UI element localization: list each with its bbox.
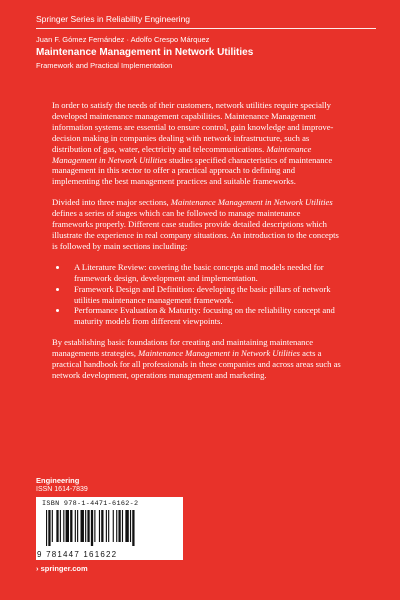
isbn-label: ISBN 978-1-4471-6162-2 xyxy=(42,500,139,508)
barcode-bar xyxy=(85,510,86,542)
paragraph-1-text-b: studies specified characteristics of maintenance management in this sector to offer a practical approach to defining and implementing the best management practices and suitable frameworks. xyxy=(52,154,333,187)
barcode-bar xyxy=(46,510,47,546)
ean-digits: 9 781447 161622 xyxy=(37,550,118,559)
book-title: Maintenance Management in Network Utilities xyxy=(36,47,254,58)
barcode-bar xyxy=(52,510,53,542)
paragraph-2-text-a: Divided into three major sections, xyxy=(52,197,171,208)
authors: Juan F. Gómez Fernández · Adolfo Crespo Márquez xyxy=(36,35,210,44)
footer xyxy=(36,476,236,573)
barcode-bar xyxy=(81,510,84,542)
category-label: Engineering xyxy=(36,476,80,485)
list-item: • A Literature Review: covering the basic concepts and models needed for framework design, development and implementation. xyxy=(68,262,342,284)
barcode-bar xyxy=(118,510,120,542)
barcode-bar xyxy=(56,510,58,542)
barcode-bar xyxy=(87,510,89,542)
barcode-bar xyxy=(77,510,78,542)
list-item: • Framework Design and Definition: developing the basic pillars of network utilities maintenance management framework. xyxy=(68,284,342,306)
barcode-bar xyxy=(99,510,100,542)
book-subtitle: Framework and Practical Implementation xyxy=(36,61,173,70)
barcode-bar xyxy=(116,510,117,542)
paragraph-1-text-a: In order to satisfy the needs of their customers, network utilities require specially developed maintenance management capabilities. Maintenance Management information systems are essential to ensure control, gain knowledge and improve-decision making in companies dealing with network infrastructure, such as distribution of gas, water, electricity and telecommunications. xyxy=(52,100,334,154)
paragraph-3 xyxy=(52,337,342,381)
barcode-bar xyxy=(60,510,61,542)
blurb xyxy=(52,100,342,391)
issn-label: ISSN 1614-7839 xyxy=(36,486,88,493)
header xyxy=(36,14,376,70)
barcode-bar xyxy=(91,510,93,546)
book-title-inline: Maintenance Management in Network Utilities xyxy=(52,143,312,165)
barcode-bar xyxy=(108,510,109,542)
barcode-bar xyxy=(106,510,107,542)
book-title-inline: Maintenance Management in Network Utilities xyxy=(138,348,300,359)
publisher-website: › springer.com xyxy=(36,564,88,573)
list-item: • Performance Evaluation & Maturity: focusing on the reliability concept and maturity models from different viewpoints. xyxy=(68,305,342,327)
barcode-bar xyxy=(63,510,64,542)
paragraph-2 xyxy=(52,197,342,252)
paragraph-3-text-a: By establishing basic foundations for creating and maintaining maintenance managements strategies, xyxy=(52,337,314,359)
barcode-bar xyxy=(75,510,76,542)
barcode-bar xyxy=(66,510,69,542)
paragraph-3-text-b: acts a practical handbook for all professionals in these companies and across areas such as network development, operations management and marketing. xyxy=(52,348,341,380)
barcode-bar xyxy=(122,510,123,542)
barcode-bar xyxy=(130,510,131,542)
barcode-bar xyxy=(70,510,72,542)
barcode xyxy=(36,497,183,560)
barcode-bar xyxy=(125,510,128,542)
paragraph-1 xyxy=(52,100,342,187)
barcode-bar xyxy=(132,510,134,546)
series-name: Springer Series in Reliability Engineering xyxy=(36,14,191,24)
barcode-bar xyxy=(113,510,114,542)
barcode-bars xyxy=(46,510,174,546)
barcode-bar xyxy=(48,510,50,546)
barcode-bar xyxy=(101,510,103,542)
header-divider xyxy=(36,28,376,29)
paragraph-2-text-b: defines a series of stages which can be followed to manage maintenance frameworks properly. Different case studies provide detailed descriptions which illustrate the experience in real company situations. An introduction to the concepts is followed by main sections including: xyxy=(52,208,339,251)
barcode-bar xyxy=(94,510,95,542)
section-list xyxy=(52,262,342,327)
book-title-inline: Maintenance Management in Network Utilities xyxy=(170,197,333,208)
